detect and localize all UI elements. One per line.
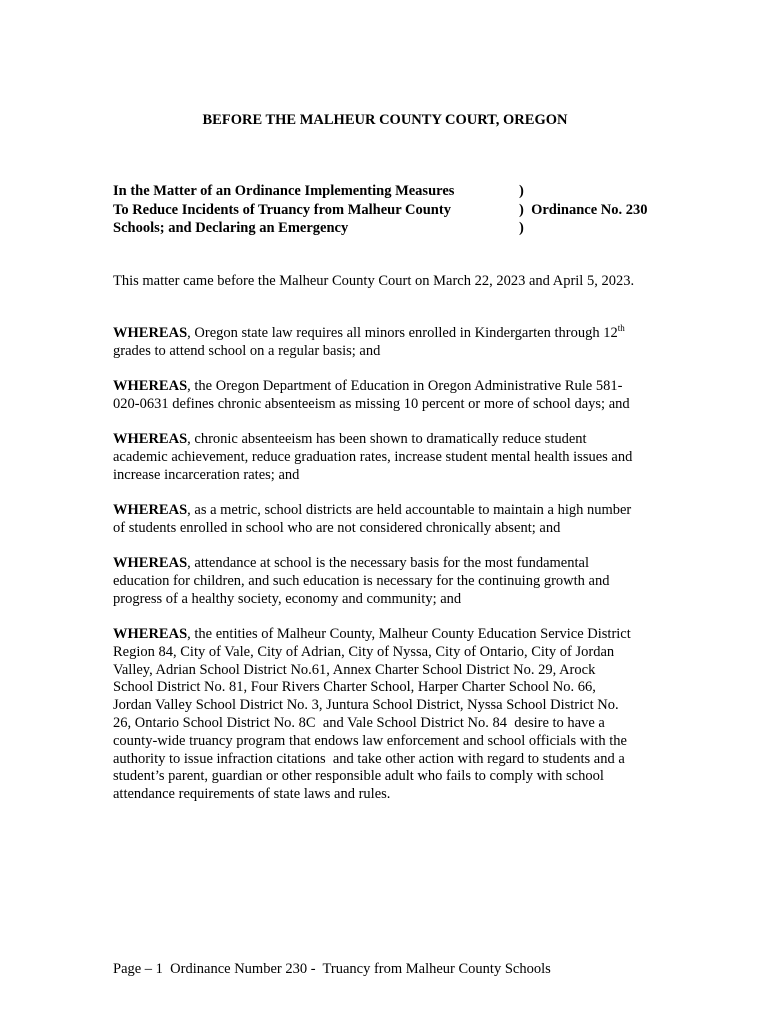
paragraph-line: student’s parent, guardian or other responsible adult who fails to comply with school [113, 768, 604, 785]
caption-matter-line: Schools; and Declaring an Emergency [113, 220, 349, 236]
paragraph-line [113, 378, 661, 396]
paragraph-line: county-wide truancy program that endows law enforcement and school officials with the [113, 732, 627, 749]
paragraph-text: , the Oregon Department of Education in Oregon Administrative Rule 581- [187, 378, 623, 395]
paragraph-line: progress of a healthy society, economy and community; and [113, 590, 462, 607]
paragraph-line: 26, Ontario School District No. 8C and Vale School District No. 84 desire to have a [113, 715, 605, 732]
caption-bracket-line: ) [519, 183, 524, 199]
whereas-paragraph [113, 378, 661, 414]
paragraph-text: , attendance at school is the necessary basis for the most fundamental [187, 555, 589, 572]
paragraph-line [113, 431, 661, 449]
caption-bracket-line: ) [519, 220, 524, 236]
paragraph-line: attendance requirements of state laws and rules. [113, 786, 391, 803]
whereas-keyword: WHEREAS [113, 502, 188, 519]
paragraph-line: academic achievement, reduce graduation rates, increase student mental health issues and [113, 448, 633, 465]
paragraph-text: , as a metric, school districts are held accountable to maintain a high number [187, 502, 632, 519]
whereas-clauses [113, 325, 661, 822]
paragraph-line: education for children, and such education is necessary for the continuing growth and [113, 572, 610, 589]
paragraph-text: , chronic absenteeism has been shown to dramatically reduce student [187, 431, 587, 448]
whereas-paragraph [113, 626, 661, 804]
paragraph-line: authority to issue infraction citations and take other action with regard to students and a [113, 750, 625, 767]
paragraph-line: Valley, Adrian School District No.61, Annex Charter School District No. 29, Arock [113, 661, 596, 678]
page-footer: Page – 1 Ordinance Number 230 - Truancy from Malheur County Schools [113, 961, 551, 977]
paragraph-line [113, 325, 661, 343]
paragraph-line [113, 502, 661, 520]
ordinal-superscript: th [617, 323, 625, 333]
paragraph-line: 020-0631 defines chronic absenteeism as missing 10 percent or more of school days; and [113, 395, 630, 412]
paragraph-line [113, 555, 661, 573]
paragraph-line: School District No. 81, Four Rivers Charter School, Harper Charter School No. 66, [113, 679, 596, 696]
paragraph-line: grades to attend school on a regular basis; and [113, 342, 381, 359]
whereas-keyword: WHEREAS [113, 555, 188, 572]
paragraph-text: , Oregon state law requires all minors enrolled in Kindergarten through 12 [187, 325, 618, 341]
whereas-paragraph [113, 325, 661, 361]
intro-statement: This matter came before the Malheur County Court on March 22, 2023 and April 5, 2023. [113, 273, 635, 289]
whereas-paragraph [113, 502, 661, 538]
whereas-keyword: WHEREAS [113, 626, 188, 643]
paragraph-line: of students enrolled in school who are not considered chronically absent; and [113, 519, 561, 536]
paragraph-line: Jordan Valley School District No. 3, Juntura School District, Nyssa School District No. [113, 697, 619, 714]
caption-matter [113, 182, 493, 238]
ordinance-number-label: ) Ordinance No. 230 [519, 201, 648, 218]
caption-ordinance-number [519, 182, 679, 238]
caption-matter-line: In the Matter of an Ordinance Implementing Measures [113, 183, 455, 199]
court-heading: BEFORE THE MALHEUR COUNTY COURT, OREGON [202, 112, 568, 128]
whereas-paragraph [113, 431, 661, 484]
caption-matter-line: To Reduce Incidents of Truancy from Malheur County [113, 201, 451, 218]
whereas-keyword: WHEREAS [113, 378, 188, 395]
paragraph-line: increase incarceration rates; and [113, 466, 300, 483]
paragraph-line [113, 626, 661, 644]
paragraph-text: , the entities of Malheur County, Malheur County Education Service District [187, 626, 631, 643]
whereas-keyword: WHEREAS [113, 431, 188, 448]
paragraph-line: Region 84, City of Vale, City of Adrian, City of Nyssa, City of Ontario, City of Jordan [113, 643, 615, 660]
whereas-paragraph [113, 555, 661, 608]
whereas-keyword: WHEREAS [113, 325, 188, 341]
